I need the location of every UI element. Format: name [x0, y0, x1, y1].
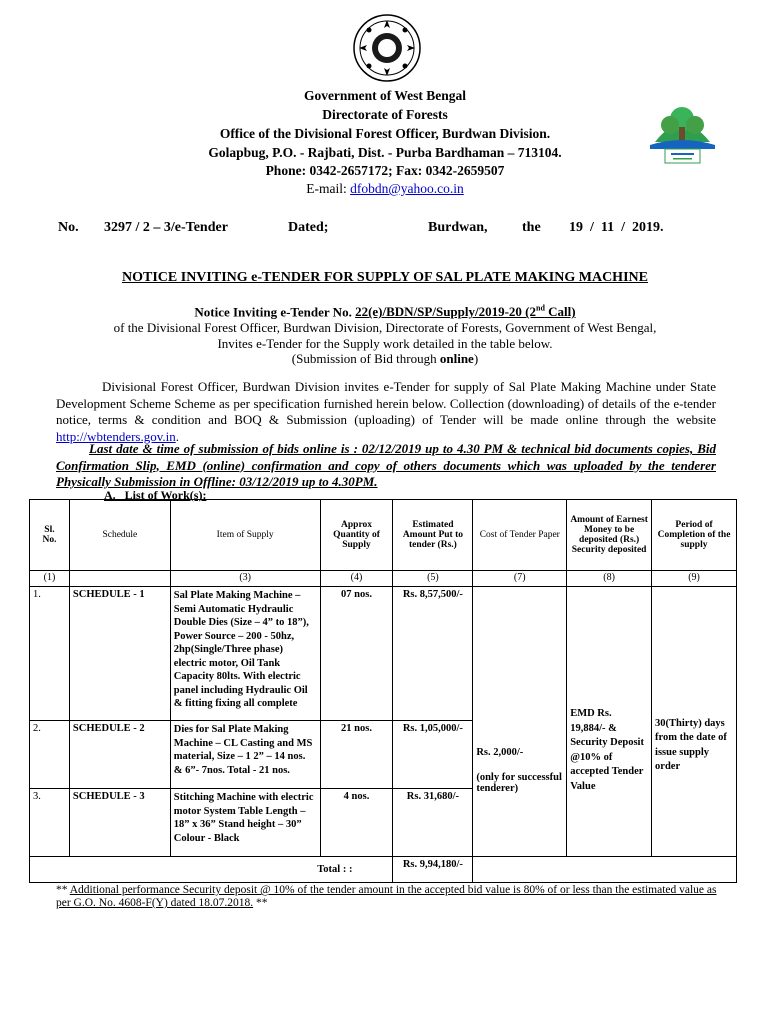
col-header-sl: Sl. No. [30, 500, 70, 571]
row-1-qty: 07 nos. [320, 587, 393, 721]
ref-memo-number: 3297 / 2 – 3/e-Tender [104, 220, 228, 235]
emd-cell: EMD Rs. 19,884/- & Security Deposit @10% of accepted Tender Value [567, 587, 652, 857]
row-1-amount: Rs. 8,57,500/- [393, 587, 473, 721]
row-3-qty: 4 nos. [320, 789, 393, 857]
tender-id-suffix: Call) [544, 304, 576, 320]
row-2-amount: Rs. 1,05,000/- [393, 721, 473, 789]
total-amount: Rs. 9,94,180/- [393, 857, 473, 883]
email-label: E-mail: [306, 181, 351, 196]
col-header-schedule: Schedule [69, 500, 170, 571]
ref-the-label: the [522, 220, 541, 235]
row-1-schedule: SCHEDULE - 1 [69, 587, 170, 721]
government-emblem-icon [352, 12, 422, 86]
col-num-8: (9) [652, 571, 737, 587]
list-of-works-heading: A. List of Work(s): [104, 488, 207, 502]
col-header-period: Period of Completion of the supply [652, 500, 737, 571]
ref-no-label: No. [58, 220, 79, 235]
intro-line-3-post: ) [473, 351, 479, 366]
email-link[interactable]: dfobdn@yahoo.co.in [350, 181, 464, 196]
total-label: Total : : [30, 857, 393, 883]
footnote-text: Additional performance Security deposit @ 10% of the tender amount in the accepted bid value is 80% of or less than the estimated value as per G.O. No. 4608-F(Y) dated 18.07.2018. [56, 884, 717, 909]
footnote-stars-end: ** [253, 897, 268, 909]
intro-line-3-bold: online [439, 351, 474, 366]
row-3-schedule: SCHEDULE - 3 [69, 789, 170, 857]
row-2-item: Dies for Sal Plate Making Machine – CL Casting and MS material, Size – 1 2” – 14 nos. & 6”- 7nos. Total - 21 nos. [170, 721, 320, 789]
period-cell: 30(Thirty) days from the date of issue supply order [652, 587, 737, 857]
description-paragraph [56, 379, 716, 445]
col-header-item: Item of Supply [170, 500, 320, 571]
cost-paper-note: (only for successful tenderer) [476, 772, 562, 794]
col-header-qty: Approx Quantity of Supply [320, 500, 393, 571]
table-header-row [30, 500, 737, 571]
tender-id-number: 22(e)/BDN/SP/Supply/2019-20 (2 [355, 304, 537, 320]
col-header-emd: Amount of Earnest Money to be deposited (Rs.) Security deposited [567, 500, 652, 571]
row-3-amount: Rs. 31,680/- [393, 789, 473, 857]
table-row [30, 587, 737, 721]
intro-line-3-pre: (Submission of Bid through [291, 351, 440, 366]
col-num-2 [69, 571, 170, 587]
ref-place: Burdwan, [428, 220, 488, 235]
footnote [56, 884, 726, 910]
cost-paper-value: Rs. 2,000/- [476, 747, 524, 758]
row-2-schedule: SCHEDULE - 2 [69, 721, 170, 789]
col-header-amount: Estimated Amount Put to tender (Rs.) [393, 500, 473, 571]
tender-number [0, 304, 770, 320]
intro-line-2: Invites e-Tender for the Supply work detailed in the table below. [217, 336, 553, 351]
cost-of-tender-cell [473, 587, 567, 857]
last-date-notice [56, 441, 716, 491]
total-empty-cell [473, 857, 737, 883]
col-num-4: (4) [320, 571, 393, 587]
notice-title: NOTICE INVITING e-TENDER FOR SUPPLY OF SAL PLATE MAKING MACHINE [122, 270, 648, 285]
col-num-6: (7) [473, 571, 567, 587]
col-header-cost: Cost of Tender Paper [473, 500, 567, 571]
description-end: . [175, 428, 180, 444]
row-3-item: Stitching Machine with electric motor System Table Length – 18” x 36” Stand height – 30” Colour - Black [170, 789, 320, 857]
header-directorate: Directorate of Forests [322, 107, 448, 122]
row-2-sl: 2. [30, 721, 70, 789]
tender-id [355, 304, 576, 319]
tender-id-sup: nd [536, 304, 545, 313]
website-link[interactable]: http://wbtenders.gov.in [56, 428, 176, 444]
header-office: Office of the Divisional Forest Officer, Burdwan Division. [219, 126, 551, 141]
row-1-item: Sal Plate Making Machine – Semi Automatic Hydraulic Double Dies (Size – 4” to 18”), Power Source – 200 - 50hz, 2hp(Single/Three phase) electric motor, Oil Tank Capacity 80lts. With electric panel including Hydraulic Oil & fitting fixing all complete [170, 587, 320, 721]
table-number-row [30, 571, 737, 587]
header-email-line [0, 181, 770, 197]
col-num-3: (3) [170, 571, 320, 587]
footnote-stars-start: ** [56, 884, 70, 896]
header-government: Government of West Bengal [303, 88, 467, 103]
intro-line-3 [0, 351, 770, 367]
last-date-text: Last date & time of submission of bids online is : 02/12/2019 up to 4.30 PM & technical bid documents copies, Bid Confirmation Slip, EMD (online) confirmation and copy of others documents which was uploaded by the tenderer Physically Submission in Offline: 03/12/2019 up to 4.30PM. [56, 441, 716, 489]
col-num-7: (8) [567, 571, 652, 587]
works-table [29, 499, 737, 883]
header-address: Golapbug, P.O. - Rajbati, Dist. - Purba Bardhaman – 713104. [208, 145, 562, 160]
col-num-1: (1) [30, 571, 70, 587]
row-1-sl: 1. [30, 587, 70, 721]
intro-line-1: of the Divisional Forest Officer, Burdwan Division, Directorate of Forests, Government of West Bengal, [113, 320, 657, 335]
ref-date: 19 / 11 / 2019. [569, 220, 664, 235]
tender-prefix: Notice Inviting e-Tender No. [194, 304, 356, 320]
description-text: Divisional Forest Officer, Burdwan Division invites e-Tender for supply of Sal Plate Making Machine under State Development Scheme Scheme as per specification furnished herein below. Collection (downloading) of details of the e-tender notice, terms & condition and BOQ & Submission (uploading) of Tender will be made online through the website [56, 379, 716, 427]
row-2-qty: 21 nos. [320, 721, 393, 789]
table-total-row [30, 857, 737, 883]
col-num-5: (5) [393, 571, 473, 587]
ref-dated-label: Dated; [288, 220, 329, 235]
header-phone: Phone: 0342-2657172; Fax: 0342-2659507 [265, 163, 505, 178]
row-3-sl: 3. [30, 789, 70, 857]
